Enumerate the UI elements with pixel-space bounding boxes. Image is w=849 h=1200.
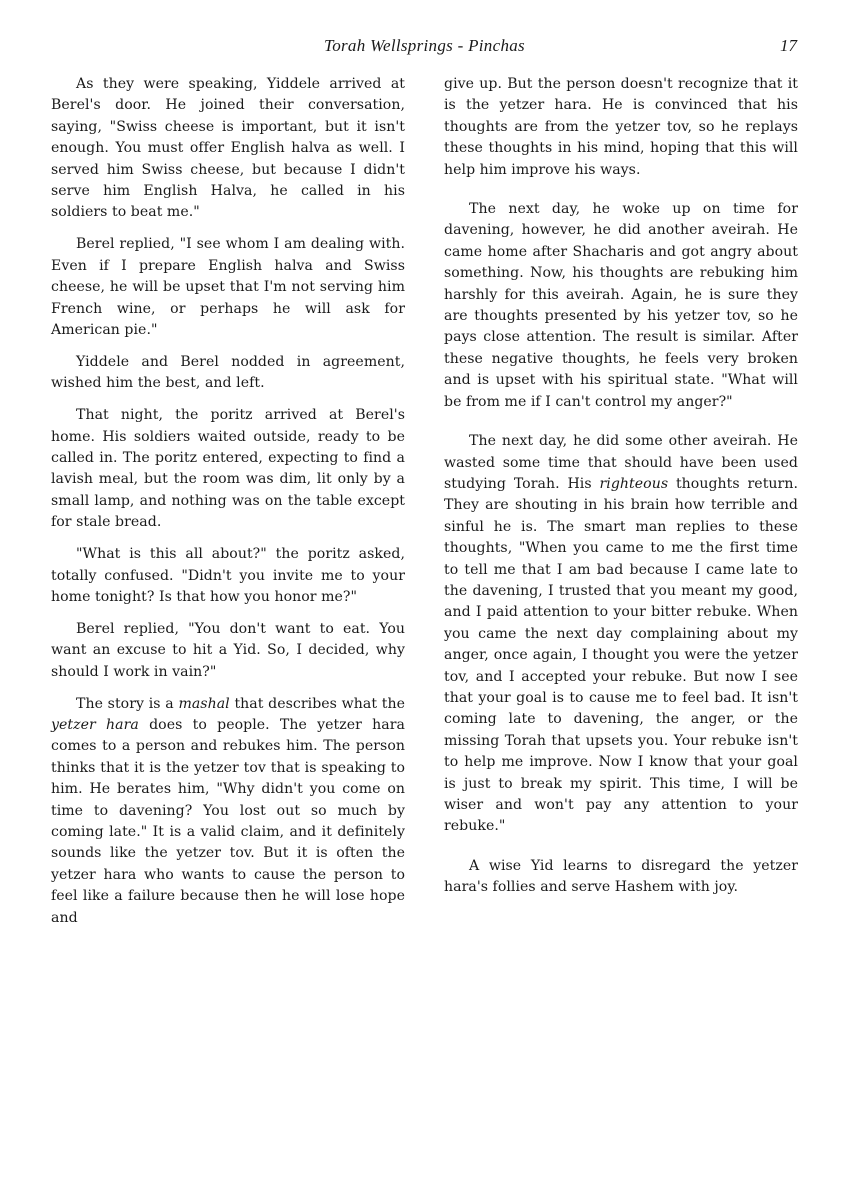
paragraph: Berel replied, "I see whom I am dealing with. Even if I prepare English halva and Swiss cheese, he will be upset that I'm not serving him French wine, or perhaps he will ask for American pie."	[51, 236, 405, 338]
italic-term: mashal	[178, 695, 230, 712]
paragraph: "What is this all about?" the poritz asked, totally confused. "Didn't you invite me to your home tonight? Is that how you honor me?"	[51, 546, 405, 605]
paragraph-text: that describes what the	[229, 695, 405, 712]
italic-term: yetzer hara	[51, 716, 139, 733]
paragraph: Yiddele and Berel nodded in agreement, wished him the best, and left.	[51, 353, 405, 392]
page-number: 17	[780, 36, 797, 55]
italic-term: righteous	[599, 475, 669, 492]
left-column	[51, 74, 405, 940]
paragraph-text: The next day, he did some other aveirah. He wasted some time that should have been used studying Torah. His	[444, 433, 798, 492]
right-column	[444, 74, 798, 909]
paragraph-text: The story is a	[76, 695, 179, 712]
paragraph-continued: give up. But the person doesn't recognize that it is the yetzer hara. He is convinced that his thoughts are from the yetzer tov, so he replays these thoughts in his mind, hoping that this will help him improve his ways.	[444, 76, 798, 178]
paragraph: The next day, he woke up on time for davening, however, he did another aveirah. He came home after Shacharis and got angry about something. Now, his thoughts are rebuking him harshly for this aveirah. Again, he is sure they are thoughts presented by his yetzer tov, so he pays close attention. The result is similar. After these negative thoughts, he feels very broken and is upset with his spiritual state. "What will be from me if I can't control my anger?"	[444, 201, 798, 410]
paragraph-conclusion: A wise Yid learns to disregard the yetzer hara's follies and serve Hashem with joy.	[444, 857, 798, 896]
paragraph	[444, 431, 798, 838]
paragraph-mashal	[51, 694, 405, 929]
paragraph-text: thoughts return. They are shouting in his brain how terrible and sinful he is. The smart man replies to these thoughts, "When you came to me the first time to tell me that I am bad because I came late to the davening, I trusted that you meant my good, and I paid attention to your bitter rebuke. When you came the next day complaining about my anger, once again, I thought you were the yetzer tov, and I accepted your rebuke. But now I see that your goal is to cause me to feel bad. It isn't coming late to davening, the anger, or the missing Torah that upsets you. Your rebuke isn't to help me improve. Now I know that your goal is just to break my spirit. This time, I will be wiser and won't pay any attention to your rebuke."	[444, 475, 798, 835]
running-header	[0, 36, 849, 58]
page-header-title: Torah Wellsprings - Pinchas	[324, 36, 525, 55]
paragraph: Berel replied, "You don't want to eat. You want an excuse to hit a Yid. So, I decided, why should I work in vain?"	[51, 620, 405, 680]
paragraph: As they were speaking, Yiddele arrived at Berel's door. He joined their conversation, saying, "Swiss cheese is important, but it isn't enough. You must offer English halva as well. I served him Swiss cheese, but because I didn't serve him English Halva, he called in his soldiers to beat me."	[51, 76, 405, 221]
paragraph-text: does to people. The yetzer hara comes to a person and rebukes him. The person thinks that it is the yetzer tov that is speaking to him. He berates him, "Why didn't you come on time to davening? You lost out so much by coming late." It is a valid claim, and it definitely sounds like the yetzer tov. But it is often the yetzer hara who wants to cause the person to feel like a failure because then he will lose hope and	[51, 716, 405, 926]
paragraph: That night, the poritz arrived at Berel's home. His soldiers waited outside, ready to be called in. The poritz entered, expecting to find a lavish meal, but the room was dim, lit only by a small lamp, and nothing was on the table except for stale bread.	[51, 407, 405, 531]
